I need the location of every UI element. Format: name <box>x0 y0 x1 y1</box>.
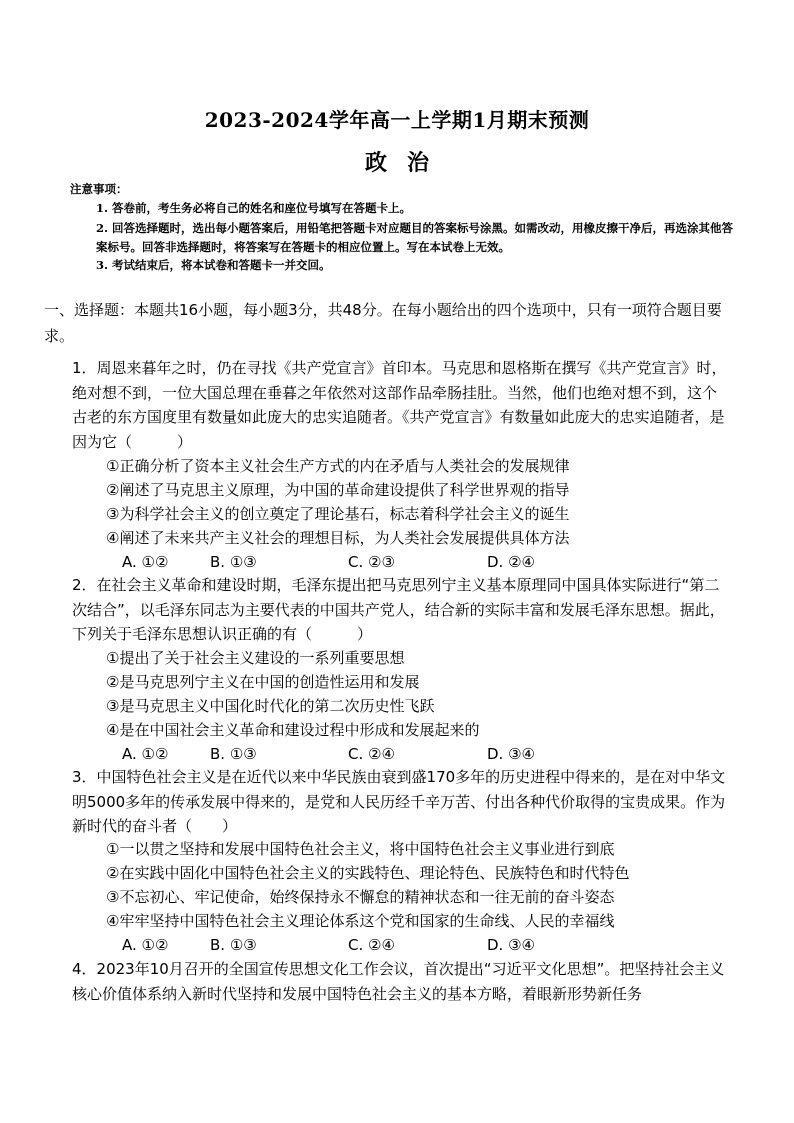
q3-option-2: ②在实践中固化中国特色社会主义的实践特色、理论特色、民族特色和时代特色 <box>106 864 630 882</box>
q3-choice-a: A. ①② <box>122 936 169 954</box>
q3-option-4: ④牢牢坚持中国特色社会主义理论体系这个党和国家的生命线、人民的幸福线 <box>106 912 615 930</box>
q3-option-3: ③不忘初心、牢记使命，始终保持永不懈怠的精神状态和一往无前的奋斗姿态 <box>106 888 615 906</box>
question-1-stem: 1．周恩来暮年之时，仍在寻找《共产党宣言》首印本。马克思和恩格斯在撰写《共产党宣言》时，绝对想不到，一位大国总理在垂暮之年依然对这部作品牵肠挂肚。当然，他们也绝对想不到，这个古老的东方国度里有数量如此庞大的忠实追随者。《共产党宣言》有数量如此庞大的忠实追随者，是因为它（ ） <box>72 359 727 451</box>
q3-choice-d: D. ③④ <box>487 936 535 954</box>
exam-title: 2023-2024学年高一上学期1月期末预测 <box>204 108 590 132</box>
q1-choices <box>122 550 622 574</box>
q1-option-1: ①正确分析了资本主义社会生产方式的内在矛盾与人类社会的发展规律 <box>106 457 570 475</box>
q2-choice-a: A. ①② <box>122 745 169 763</box>
q1-option-4: ④阐述了未来共产主义社会的理想目标，为人类社会发展提供具体方法 <box>106 529 570 547</box>
q3-choice-c: C. ②④ <box>348 936 395 954</box>
subject-title: 政治 <box>364 150 449 176</box>
q2-choices <box>122 742 622 766</box>
q3-option-1: ①一以贯之坚持和发展中国特色社会主义，将中国特色社会主义事业进行到底 <box>106 840 615 858</box>
q1-option-2: ②阐述了马克思主义原理，为中国的革命建设提供了科学世界观的指导 <box>106 481 570 499</box>
q1-choice-d: D. ②④ <box>487 553 535 571</box>
q2-choice-d: D. ③④ <box>487 745 535 763</box>
q1-choice-a: A. ①② <box>122 553 169 571</box>
notice-heading: 注意事项： <box>70 182 128 196</box>
q1-choice-c: C. ②③ <box>348 553 395 571</box>
q2-choice-b: B. ①③ <box>210 745 257 763</box>
q2-option-1: ①提出了关于社会主义建设的一系列重要思想 <box>106 649 405 667</box>
question-3-stem: 3．中国特色社会主义是在近代以来中华民族由衰到盛170多年的历史进程中得来的，是在对中华文明5000多年的传承发展中得来的，是党和人民历经千辛万苦、付出各种代价取得的宝贵成果。作为新时代的奋斗者（ ） <box>72 768 726 835</box>
q2-option-4: ④是在中国社会主义革命和建设过程中形成和发展起来的 <box>106 721 480 739</box>
q1-option-3: ③为科学社会主义的创立奠定了理论基石，标志着科学社会主义的诞生 <box>106 505 570 523</box>
q2-option-3: ③是马克思主义中国化时代化的第二次历史性飞跃 <box>106 697 435 715</box>
notice-item-2: 2. 回答选择题时，选出每小题答案后，用铅笔把答题卡对应题目的答案标号涂黑。如需改动，用橡皮擦干净后，再选涂其他答案标号。回答非选择题时，将答案写在答题卡的相应位置上。写在本试卷上无效。 <box>96 221 734 254</box>
section-heading: 一、选择题：本题共16小题，每小题3分，共48分。在每小题给出的四个选项中，只有一项符合题目要求。 <box>44 301 722 345</box>
q3-choices <box>122 933 622 957</box>
q3-choice-b: B. ①③ <box>210 936 257 954</box>
q1-choice-b: B. ①③ <box>210 553 257 571</box>
notice-item-3: 3. 考试结束后，将本试卷和答题卡一并交回。 <box>96 258 331 272</box>
question-4-stem: 4．2023年10月召开的全国宣传思想文化工作会议，首次提出“习近平文化思想”。把坚持社会主义核心价值体系纳入新时代坚持和发展中国特色社会主义的基本方略，着眼新形势新任务 <box>72 960 725 1003</box>
q2-choice-c: C. ②④ <box>348 745 395 763</box>
question-2-stem: 2．在社会主义革命和建设时期，毛泽东提出把马克思列宁主义基本原理同中国具体实际进行“第二次结合”，以毛泽东同志为主要代表的中国共产党人，结合新的实际丰富和发展毛泽东思想。据此，下列关于毛泽东思想认识正确的有（ ） <box>72 576 725 643</box>
q2-option-2: ②是马克思列宁主义在中国的创造性运用和发展 <box>106 673 420 691</box>
notice-item-1: 1. 答卷前，考生务必将自己的姓名和座位号填写在答题卡上。 <box>96 201 412 215</box>
